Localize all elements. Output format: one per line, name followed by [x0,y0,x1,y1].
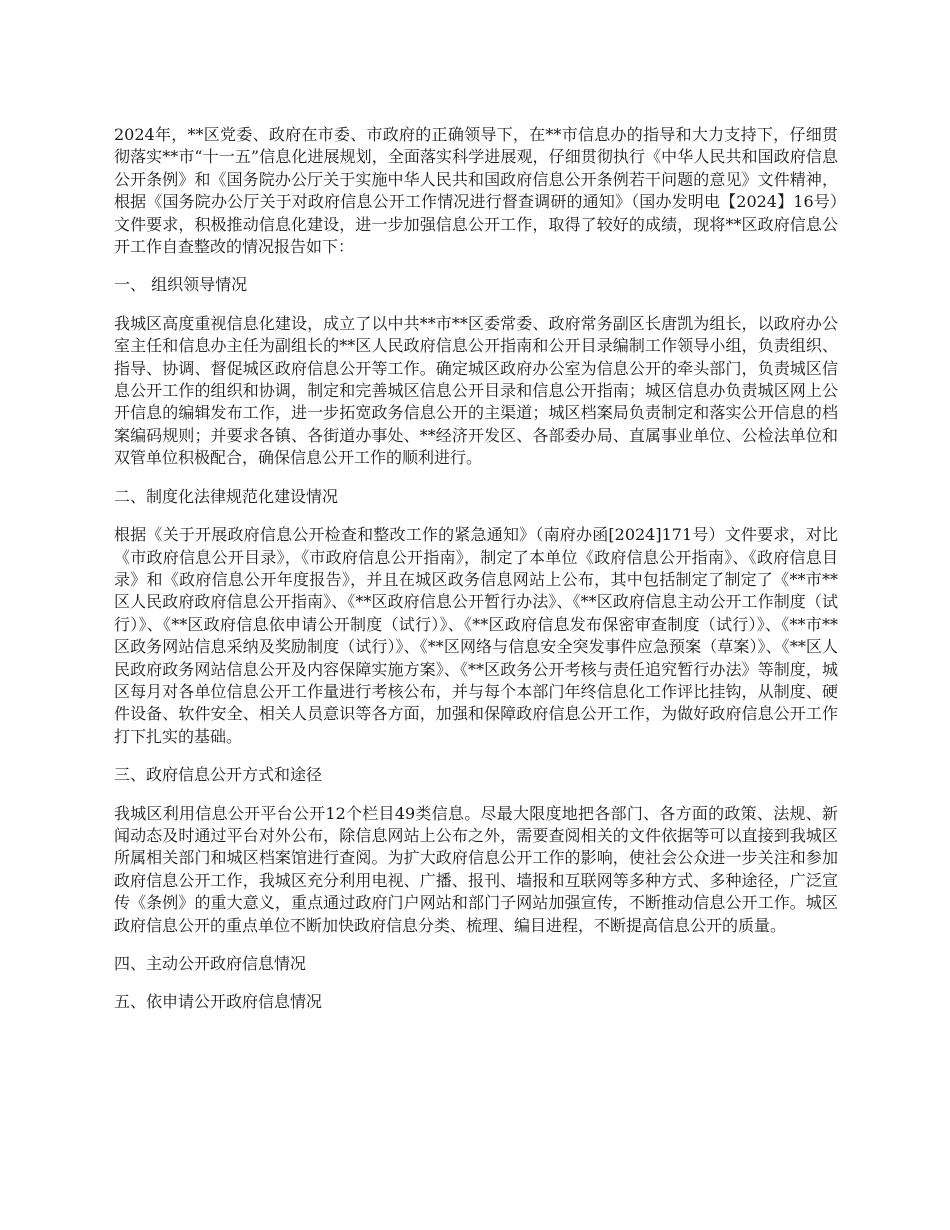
organization-paragraph: 我城区高度重视信息化建设，成立了以中共**市**区委常委、政府常务副区长唐凯为组长，以政府办公室主任和信息办主任为副组长的**区人民政府信息公开指南和公开目录编制工作领导小组，负责组织、指导、协调、督促城区政府信息公开等工作。确定城区政府办公室为信息公开的牵头部门，负责城区信息公开工作的组织和协调，制定和完善城区信息公开目录和信息公开指南；城区信息办负责城区网上公开信息的编辑发布工作，进一步拓宽政务信息公开的主渠道；城区档案局负责制定和落实公开信息的档案编码规则；并要求各镇、各街道办事处、**经济开发区、各部委办局、直属事业单位、公检法单位和双管单位积极配合，确保信息公开工作的顺利进行。 [114,313,838,468]
section-heading-channels: 三、政府信息公开方式和途径 [114,765,323,785]
section-heading-proactive: 四、主动公开政府信息情况 [114,954,307,973]
institution-paragraph: 根据《关于开展政府信息公开检查和整改工作的紧急通知》（南府办函[2024]171号）文件要求，对比《市政府信息公开目录》，《市政府信息公开指南》，制定了本单位《政府信息公开指南》、《政府信息目录》和《政府信息公开年度报告》，并且在城区政务信息网站上公布，其中包括制定了制定了《**市**区人民政府政府信息公开指南》、《**区政府信息公开暂行办法》、《**区政府信息主动公开工作制度（试行）》、《**区政府信息依申请公开制度（试行）》、《**区政府信息发布保密审查制度（试行）》、《**市**区政务网站信息采纳及奖励制度（试行）》、《**区网络与信息安全突发事件应急预案（草案）》、《**区人民政府政务网站信息公开及内容保障实施方案》、《**区政务公开考核与责任追究暂行办法》等制度，城区每月对各单位信息公开工作量进行考核公布，并与每个本部门年终信息化工作评比挂钩，从制度、硬件设备、软件安全、相关人员意识等各方面，加强和保障政府信息公开工作，为做好政府信息公开工作打下扎实的基础。 [114,525,838,746]
section-heading-organization: 一、 组织领导情况 [114,275,248,295]
intro-paragraph: 2024年，**区党委、政府在市委、市政府的正确领导下，在**市信息办的指导和大力支持下，仔细贯彻落实**市“十一五”信息化进展规划，全面落实科学进展观，仔细贯彻执行《中华人民共和国政府信息公开条例》和《国务院办公厅关于实施中华人民共和国政府信息公开条例若干问题的意见》文件精神，根据《国务院办公厅关于对政府信息公开工作情况进行督查调研的通知》（国办发明电【2024】16号）文件要求，积极推动信息化建设，进一步加强信息公开工作，取得了较好的成绩，现将**区政府信息公开工作自查整改的情况报告如下： [114,125,838,257]
channels-paragraph: 我城区利用信息公开平台公开12个栏目49类信息。尽最大限度地把各部门、各方面的政策、法规、新闻动态及时通过平台对外公布，除信息网站上公布之外，需要查阅相关的文件依据等可以直接到我城区所属相关部门和城区档案馆进行查阅。为扩大政府信息公开工作的影响，使社会公众进一步关注和参加政府信息公开工作，我城区充分利用电视、广播、报刊、墙报和互联网等多种方式、多种途径，广泛宣传《条例》的重大意义，重点通过政府门户网站和部门子网站加强宣传，不断推动信息公开工作。城区政府信息公开的重点单位不断加快政府信息分类、梳理、编目进程，不断提高信息公开的质量。 [114,803,838,935]
document-page [114,124,838,1030]
section-heading-institution: 二、制度化法律规范化建设情况 [114,486,339,506]
section-heading-on-request: 五、依申请公开政府信息情况 [114,992,323,1012]
